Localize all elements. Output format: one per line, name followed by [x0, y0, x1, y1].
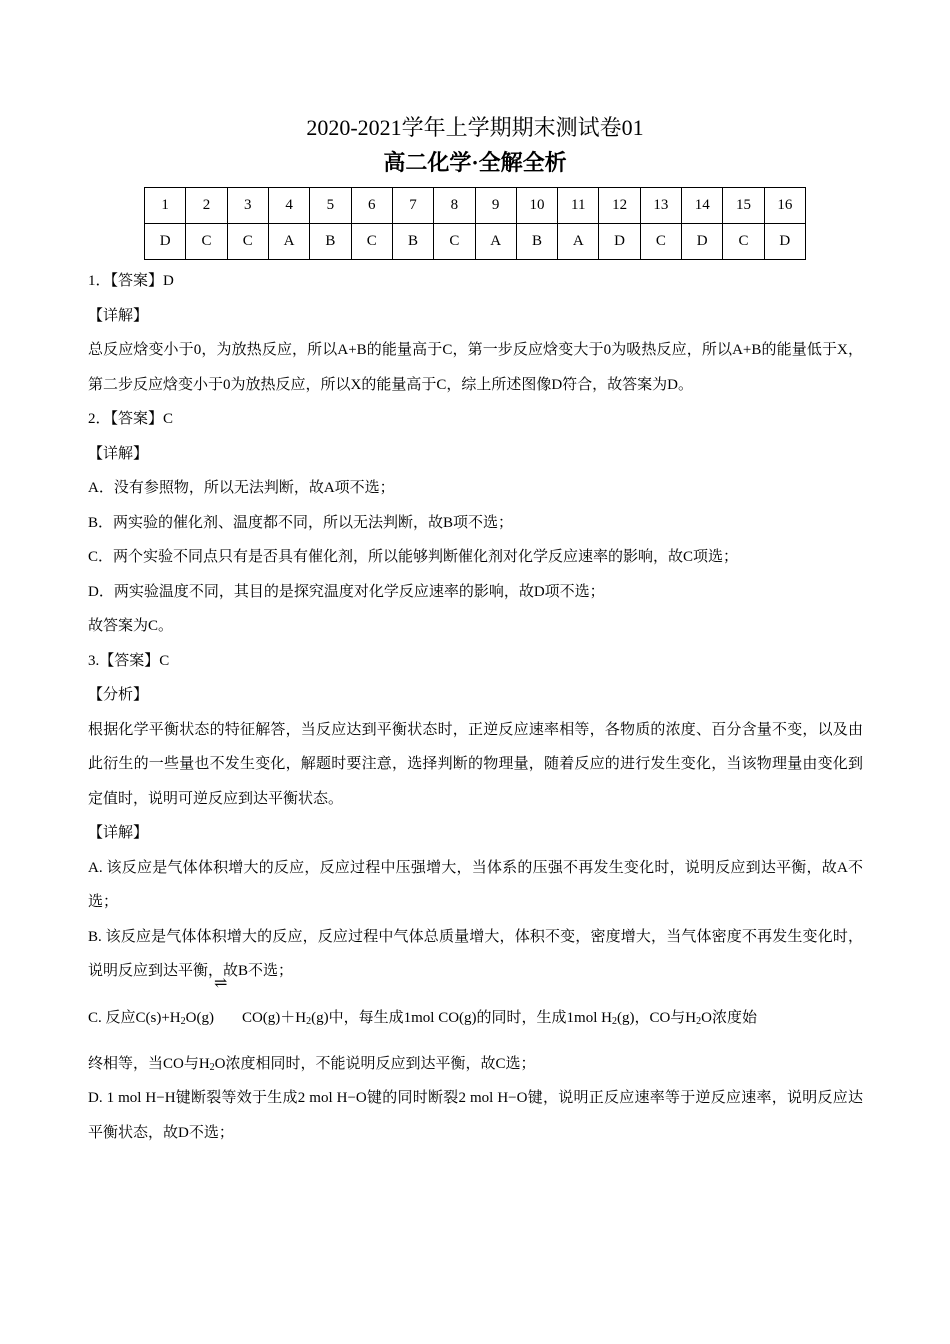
- answer-cell: C: [351, 224, 392, 260]
- q2-conclusion: 故答案为C。: [88, 618, 174, 634]
- answer-cell: C: [723, 224, 764, 260]
- q3-c-text: (g)，CO与H: [616, 1009, 697, 1026]
- equilibrium-arrow-icon: ⇌: [213, 974, 228, 992]
- page-subtitle: 高二化学·全解全析: [383, 150, 567, 175]
- answer-cell: A: [475, 224, 516, 260]
- question-number-cell: 9: [475, 188, 516, 224]
- answer-cell: B: [516, 224, 557, 260]
- q3-c-text: 终相等，当CO与H: [88, 1055, 210, 1072]
- q2-option-c: C．两个实验不同点只有是否具有催化剂，所以能够判断催化剂对化学反应速率的影响，故C项选；: [88, 549, 739, 565]
- question-number-cell: 16: [764, 188, 805, 224]
- q3-option-b: B. 该反应是气体体积增大的反应，反应过程中气体总质量增大，体积不变，密度增大，当气体密度不再发生变化时，说明反应到达平衡，故B不选；: [88, 928, 863, 979]
- q1-detail: 总反应焓变小于0，为放热反应，所以A+B的能量高于C，第一步反应焓变大于0为吸热反应，所以A+B的能量低于X，第二步反应焓变小于0为放热反应，所以X的能量高于C，综上所述图像D符合，故答案为D。: [88, 342, 863, 393]
- q1-answer: 1．【答案】D: [88, 273, 174, 289]
- answer-table-number-row: [145, 188, 806, 224]
- q3-c-text: C. 反应C(s)+H: [88, 1009, 181, 1026]
- equilibrium-arrow: [213, 974, 242, 1022]
- q3-c-text: O浓度始: [701, 1009, 757, 1026]
- q3-c-text: O(g): [185, 1009, 214, 1026]
- subscript: 2: [180, 1015, 186, 1027]
- answer-cell: A: [558, 224, 599, 260]
- q3-c-text: CO(g)＋H: [241, 1009, 307, 1026]
- q2-detail-label: 【详解】: [88, 445, 149, 462]
- answer-cell: D: [145, 224, 186, 260]
- subscript: 2: [611, 1015, 617, 1027]
- q3-option-c-continued: [88, 1047, 863, 1082]
- q3-c-text: O浓度相同时，不能说明反应到达平衡，故C选；: [214, 1055, 536, 1072]
- q2-option-d: D．两实验温度不同，其目的是探究温度对化学反应速率的影响，故D项不选；: [88, 583, 605, 600]
- answer-cell: C: [640, 224, 681, 260]
- answer-cell: D: [599, 224, 640, 260]
- question-number-cell: 7: [392, 188, 433, 224]
- answer-table: [144, 187, 806, 260]
- question-number-cell: 5: [310, 188, 351, 224]
- question-number-cell: 14: [682, 188, 723, 224]
- subscript: 2: [696, 1015, 702, 1027]
- q1-detail-label: 【详解】: [88, 307, 149, 324]
- q3-option-d: D. 1 mol H−H键断裂等效于生成2 mol H−O键的同时断裂2 mol H−O键，说明正反应速率等于逆反应速率，说明反应达平衡状态，故D不选；: [88, 1090, 863, 1141]
- question-number-cell: 10: [516, 188, 557, 224]
- question-number-cell: 15: [723, 188, 764, 224]
- answer-cell: B: [392, 224, 433, 260]
- question-number-cell: 11: [558, 188, 599, 224]
- question-number-cell: 6: [351, 188, 392, 224]
- answer-cell: B: [310, 224, 351, 260]
- question-number-cell: 4: [268, 188, 309, 224]
- question-number-cell: 13: [640, 188, 681, 224]
- subscript: 2: [306, 1015, 312, 1027]
- q2-answer: 2．【答案】C: [88, 411, 174, 427]
- answer-cell: D: [682, 224, 723, 260]
- question-number-cell: 3: [227, 188, 268, 224]
- q3-analysis: 根据化学平衡状态的特征解答，当反应达到平衡状态时，正逆反应速率相等，各物质的浓度、百分含量不变，以及由此衍生的一些量也不发生变化，解题时要注意，选择判断的物理量，随着反应的进行发生变化，当该物理量由变化到定值时，说明可逆反应到达平衡状态。: [88, 721, 863, 807]
- q3-c-text: (g)中，每生成1mol CO(g)的同时，生成1mol H: [311, 1009, 612, 1026]
- solution-body: [88, 264, 863, 1150]
- answer-cell: C: [227, 224, 268, 260]
- q3-option-a: A. 该反应是气体体积增大的反应，反应过程中压强增大，当体系的压强不再发生变化时，说明反应到达平衡，故A不选；: [88, 859, 863, 910]
- page-title: 2020-2021学年上学期期末测试卷01: [306, 115, 644, 140]
- q2-option-a: A．没有参照物，所以无法判断，故A项不选；: [88, 480, 395, 496]
- question-number-cell: 1: [145, 188, 186, 224]
- answer-cell: C: [186, 224, 227, 260]
- question-number-cell: 12: [599, 188, 640, 224]
- q3-answer: 3.【答案】C: [88, 652, 170, 669]
- question-number-cell: 2: [186, 188, 227, 224]
- answer-table-answer-row: [145, 224, 806, 260]
- subscript: 2: [209, 1061, 215, 1073]
- answer-cell: D: [764, 224, 805, 260]
- question-number-cell: 8: [434, 188, 475, 224]
- answer-cell: C: [434, 224, 475, 260]
- answer-cell: A: [268, 224, 309, 260]
- q3-detail-label: 【详解】: [88, 825, 149, 841]
- q2-option-b: B．两实验的催化剂、温度都不同，所以无法判断，故B项不选；: [88, 514, 514, 531]
- q3-option-c: [88, 974, 863, 1047]
- q3-analysis-label: 【分析】: [88, 687, 149, 703]
